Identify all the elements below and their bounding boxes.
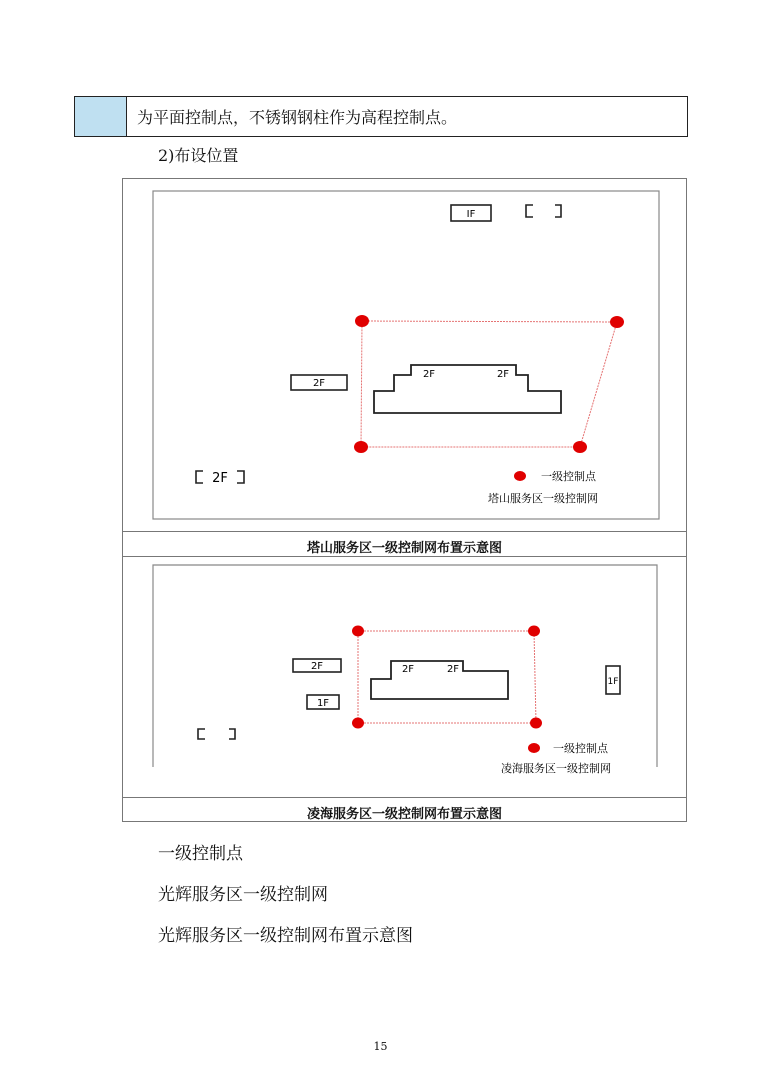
- network-label: 凌海服务区一级控制网: [501, 762, 611, 775]
- network-label: 塔山服务区一级控制网: [488, 492, 598, 505]
- building-label-2f-a: 2F: [422, 369, 436, 380]
- figure-frame: [122, 178, 687, 822]
- table-cell-text: 为平面控制点，不锈钢钢柱作为高程控制点。: [137, 108, 458, 127]
- building-label-2f-left: 2F: [312, 378, 326, 389]
- table-shaded-cell: [75, 97, 127, 136]
- bracket-mark: [526, 205, 561, 217]
- main-building: [371, 661, 508, 699]
- table-row: [74, 96, 688, 137]
- control-network-line: [361, 321, 617, 447]
- control-point: [528, 626, 540, 637]
- section-heading: 2)布设位置: [158, 146, 239, 165]
- control-point: [530, 718, 542, 729]
- body-line: 光辉服务区一级控制网: [158, 885, 328, 905]
- control-point: [352, 718, 364, 729]
- figure-caption: 塔山服务区一级控制网布置示意图: [306, 541, 502, 556]
- linghai-diagram: [123, 557, 686, 797]
- main-building: [374, 365, 561, 413]
- building-label-2f-b: 2F: [446, 664, 460, 675]
- caption-bar-top: [123, 531, 686, 557]
- building-label-2f-b: 2F: [496, 369, 510, 380]
- building-label-1f-right: 1F: [607, 677, 619, 687]
- building-label-2f-left: 2F: [310, 661, 324, 672]
- control-point: [355, 315, 369, 327]
- legend-label: 一级控制点: [553, 742, 608, 755]
- tashan-diagram: [123, 179, 686, 531]
- page-number: 15: [373, 1040, 388, 1053]
- control-network-line: [358, 631, 536, 723]
- legend-label: 一级控制点: [541, 470, 596, 483]
- figure-caption: 凌海服务区一级控制网布置示意图: [306, 807, 502, 822]
- control-point: [610, 316, 624, 328]
- building-label-2f-bottom: 2F: [212, 471, 228, 486]
- control-point: [354, 441, 368, 453]
- control-point: [573, 441, 587, 453]
- legend-point: [514, 471, 526, 481]
- legend-point: [528, 743, 540, 753]
- control-point: [352, 626, 364, 637]
- body-line: 一级控制点: [158, 844, 243, 864]
- building-label-2f-a: 2F: [401, 664, 415, 675]
- building-label-1f-left: 1F: [316, 698, 330, 709]
- body-line: 光辉服务区一级控制网布置示意图: [158, 926, 413, 946]
- building-label-1f: IF: [466, 209, 476, 220]
- caption-bar-bottom: [123, 797, 686, 821]
- bracket-mark: [198, 729, 235, 739]
